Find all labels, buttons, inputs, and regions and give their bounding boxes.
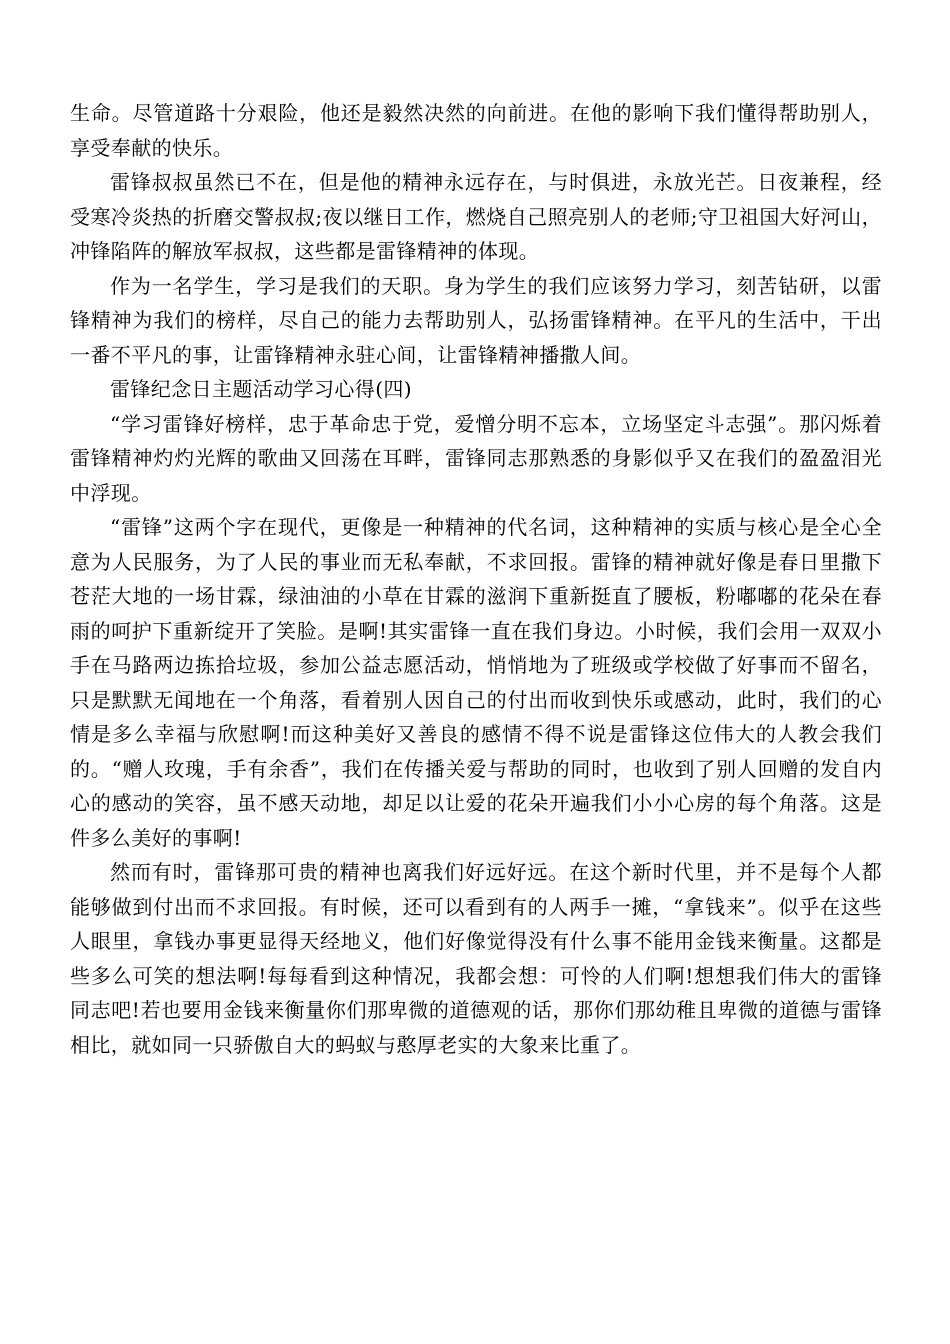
paragraph-student-duty: 作为一名学生，学习是我们的天职。身为学生的我们应该努力学习，刻苦钻研，以雷锋精神为我们的榜样，尽自己的能力去帮助别人，弘扬雷锋精神。在平凡的生活中，干出一番不平凡的事，让雷锋精神永驻心间，让雷锋精神播撒人间。: [70, 273, 882, 367]
section-heading: 雷锋纪念日主题活动学习心得(四): [110, 377, 413, 401]
paragraph-lei-feng-meaning: “雷锋”这两个字在现代，更像是一种精神的代名词，这种精神的实质与核心是全心全意为人民服务，为了人民的事业而无私奉献，不求回报。雷锋的精神就好像是春日里撒下苍茫大地的一场甘霖，绿油油的小草在甘霖的滋润下重新挺直了腰板，粉嘟嘟的花朵在春雨的呵护下重新绽开了笑脸。是啊!其实雷锋一直在我们身边。小时候，我们会用一双双小手在马路两边拣拾垃圾，参加公益志愿活动，悄悄地为了班级或学校做了好事而不留名，只是默默无闻地在一个角落，看着别人因自己的付出而收到快乐或感动，此时，我们的心情是多么幸福与欣慰啊!而这种美好又善良的感情不得不说是雷锋这位伟大的人教会我们的。“赠人玫瑰，手有余香”，我们在传播关爱与帮助的同时，也收到了别人回赠的发自内心的感动的笑容，虽不感天动地，却足以让爱的花朵开遍我们小小心房的每个角落。这是件多么美好的事啊!: [70, 515, 882, 850]
paragraph-modern-times: 然而有时，雷锋那可贵的精神也离我们好远好远。在这个新时代里，并不是每个人都能够做到付出而不求回报。有时候，还可以看到有的人两手一摊，“拿钱来”。似乎在这些人眼里，拿钱办事更显得天经地义，他们好像觉得没有什么事不能用金钱来衡量。这都是些多么可笑的想法啊!每每看到这种情况，我都会想：可怜的人们啊!想想我们伟大的雷锋同志吧!若也要用金钱来衡量你们那卑微的道德观的话，那你们那幼稚且卑微的道德与雷锋相比，就如同一只骄傲自大的蚂蚁与憨厚老实的大象来比重了。: [70, 860, 882, 1057]
paragraph-continuation: 生命。尽管道路十分艰险，他还是毅然决然的向前进。在他的影响下我们懂得帮助别人，享受奉献的快乐。: [70, 101, 882, 160]
paragraph-song-quote: “学习雷锋好榜样，忠于革命忠于党，爱憎分明不忘本，立场坚定斗志强”。那闪烁着雷锋精神灼灼光辉的歌曲又回荡在耳畔，雷锋同志那熟悉的身影似乎又在我们的盈盈泪光中浮现。: [70, 411, 882, 505]
document-page: [70, 96, 882, 1062]
paragraph-lei-feng-spirit: 雷锋叔叔虽然已不在，但是他的精神永远存在，与时俱进，永放光芒。日夜兼程，经受寒冷炎热的折磨交警叔叔;夜以继日工作，燃烧自己照亮别人的老师;守卫祖国大好河山，冲锋陷阵的解放军叔叔，这些都是雷锋精神的体现。: [70, 170, 882, 263]
